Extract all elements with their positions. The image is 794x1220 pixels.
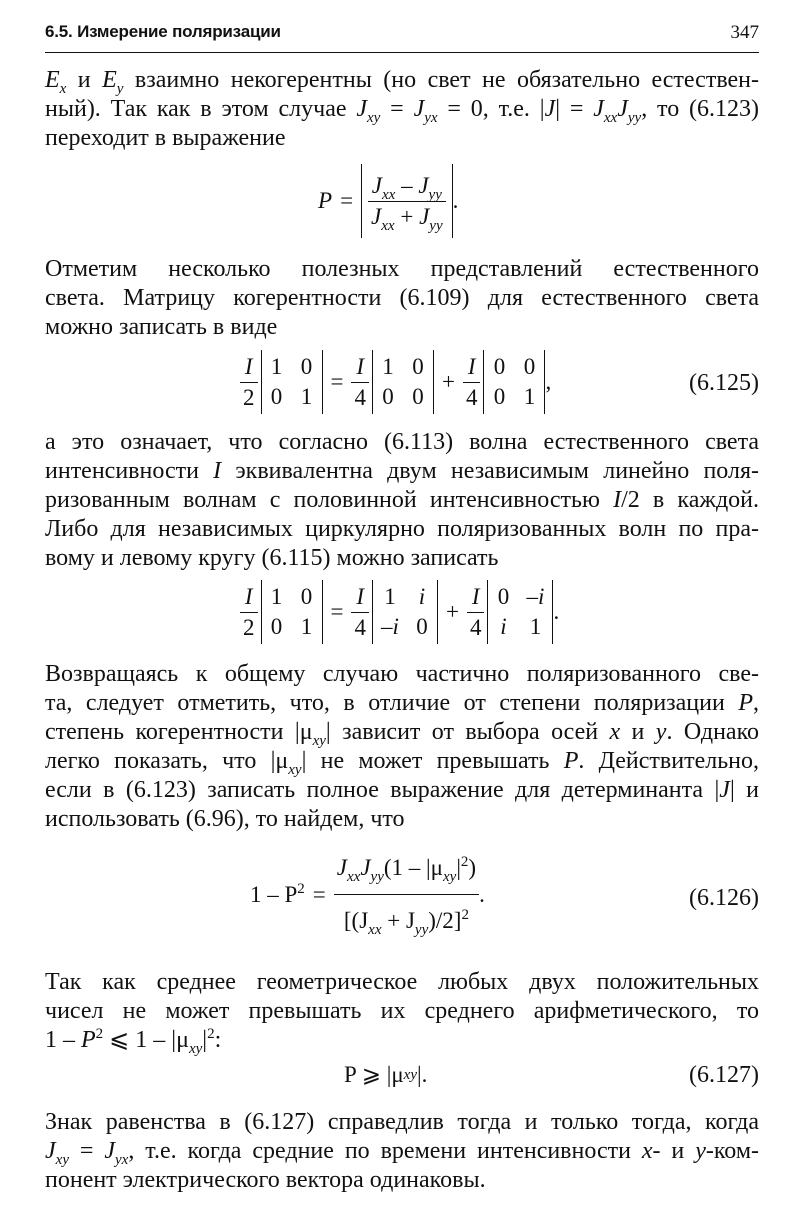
paragraph-2 (45, 255, 759, 342)
running-header (45, 18, 759, 53)
text-line: использовать (6.96), то найдем, что (45, 806, 405, 832)
text-line: вому и левому кругу (6.115) можно записать (45, 545, 499, 571)
text-line: Знак равенства в (6.127) справедлив тогда и только тогда, когда (45, 1109, 759, 1135)
text-line: света. Матрицу когерентности (6.109) для естественного света (45, 285, 759, 311)
text-line: интенсивности I эквивалентна двум независимым линейно поля- (45, 458, 759, 484)
fraction: $\frac{J_{xx} - J_{yy}}{J_{xx} + J_{yy}}$ (368, 173, 446, 230)
matrix: 1 0 0 1 (270, 584, 313, 639)
paragraph-1 (45, 66, 759, 153)
fraction: $\frac{I}{2}$ (240, 584, 258, 641)
equation-circular-decomposition: $\frac{I}{2}$ 1 0 0 1 = $\frac{I}{4}$ 1 i –i 0 + $\frac{I}{4}$ 0 –i i 1 . (240, 580, 559, 644)
text-line: понент электрического вектора одинаковы. (45, 1167, 486, 1193)
equation-number: (6.126) (689, 885, 759, 911)
text-line: Либо для независимых циркулярно поляризованных волн по пра- (45, 516, 759, 542)
fraction: $\frac{I}{4}$ (351, 584, 369, 641)
equation-degree-of-polarization: P = $\frac{J_{xx} - J_{yy}}{J_{xx} + J_{yy}}$ . (318, 164, 458, 238)
matrix: 1 i –i 0 (381, 584, 428, 639)
equation-6-125: $\frac{I}{2}$ 1 0 0 1 = $\frac{I}{4}$ 1 0 0 0 + $\frac{I}{4}$ 0 0 0 1 , (240, 350, 551, 414)
text-line: переходит в выражение (45, 125, 286, 151)
text-line: Отметим несколько полезных представлений естественного (45, 256, 759, 282)
equation-number: (6.125) (689, 370, 759, 396)
text-line: а это означает, что согласно (6.113) волна естественного света (45, 429, 759, 455)
matrix: 0 0 0 1 (493, 354, 536, 409)
page-number: 347 (730, 22, 759, 43)
text-line: чисел не может превышать их среднего арифметического, то (45, 998, 759, 1024)
paragraph-4 (45, 660, 759, 834)
equation-6-126: $1 - P^2$ = $\frac{J_{xx}J_{yy}(1 - |\mu_{xy}|^2)}{[(J_{xx} + J_{yy})/2]^2}$ . (250, 848, 485, 941)
fraction: $\frac{J_{xx}J_{yy}(1 - |\mu_{xy}|^2)}{[(J_{xx} + J_{yy})/2]^2}$ (334, 848, 479, 941)
fraction: $\frac{I}{4}$ (467, 584, 485, 641)
section-title: 6.5. Измерение поляризации (45, 22, 281, 41)
paragraph-6 (45, 1108, 759, 1195)
text-line: $1 - P^2$ ⩽ $1 - |\mu_{xy}|^2$: (45, 1026, 222, 1057)
text-line: $E_x$ и $E_y$ взаимно некогерентны (но свет не обязательно естествен- (45, 67, 759, 97)
text-line: легко показать, что $|\mu_{xy}|$ не может превышать P. Действительно, (45, 748, 759, 778)
text-line: степень когерентности $|\mu_{xy}|$ зависит от выбора осей x и y. Однако (45, 719, 760, 749)
text-line: если в (6.123) записать полное выражение для детерминанта |J| и (45, 777, 760, 803)
paragraph-5 (45, 968, 759, 1055)
text-line: Возвращаясь к общему случаю частично поляризованного све- (45, 661, 759, 687)
text-line: ризованным волнам с половинной интенсивностью I/2 в каждой. (45, 487, 759, 513)
fraction: $\frac{I}{2}$ (240, 354, 258, 411)
fraction: $\frac{I}{4}$ (463, 354, 481, 411)
matrix: 0 –i i 1 (497, 584, 545, 639)
text-line: можно записать в виде (45, 314, 278, 340)
text-line: та, следует отметить, что, в отличие от степени поляризации P, (45, 690, 759, 716)
matrix: 1 0 0 0 (382, 354, 424, 409)
equation-6-127: P ⩾ |μ xy |. (344, 1062, 428, 1087)
paragraph-3 (45, 428, 759, 573)
matrix: 1 0 0 1 (270, 354, 313, 409)
text-line: $J_{xy} = J_{yx}$, т.е. когда средние по времени интенсивности x- и y-ком- (45, 1138, 759, 1168)
equation-number: (6.127) (689, 1062, 759, 1088)
text-line: ный). Так как в этом случае $J_{xy} = J_{yx} = 0$, т.е. $|J| = J_{xx}J_{yy}$, то (6.123) (45, 96, 760, 126)
fraction: $\frac{I}{4}$ (351, 354, 369, 411)
text-line: Так как среднее геометрическое любых двух положительных (45, 969, 759, 995)
